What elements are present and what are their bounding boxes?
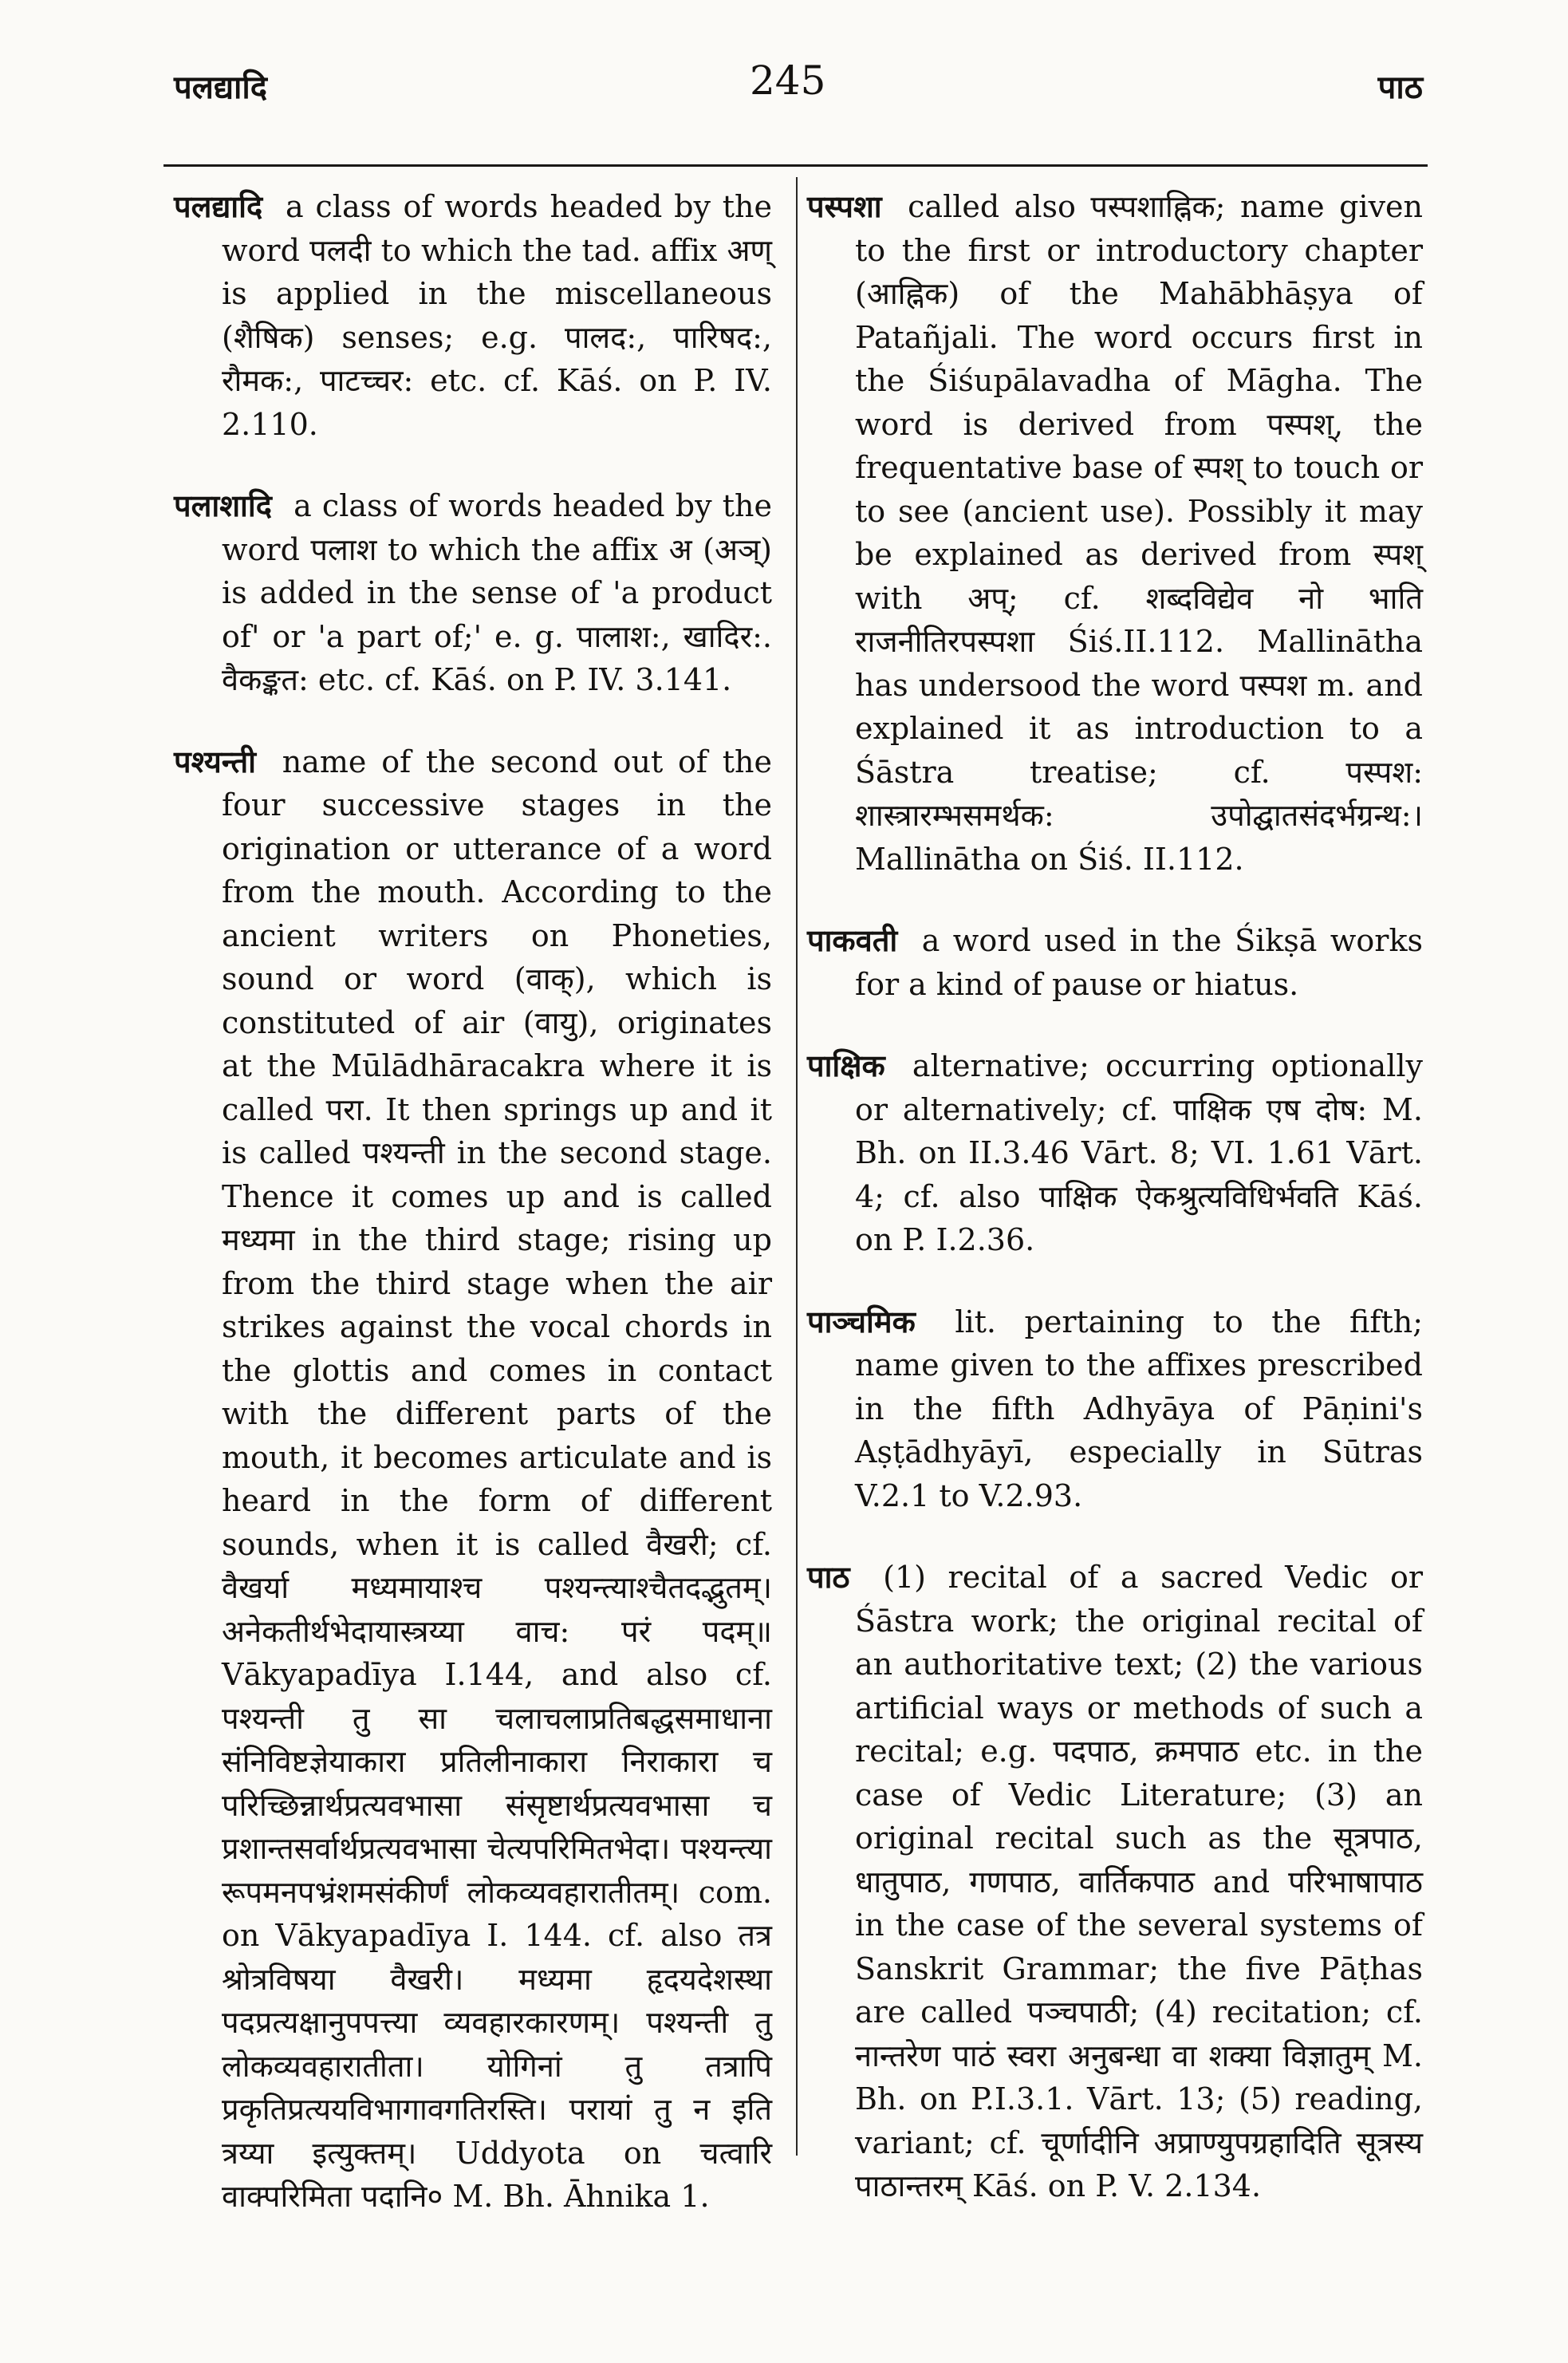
left-column: [174, 185, 772, 2257]
right-column: [807, 185, 1423, 2247]
dictionary-entry: [174, 484, 772, 702]
entry-definition: (1) recital of a sacred Vedic or Śāstra work; the original recital of an authoritative text; (2) the various artificial ways or methods of such a recital; e.g. पदपाठ, क्रमपाठ etc. in the case of Vedic Literature; (3) an original recital such as the सूत्रपाठ, धातुपाठ, गणपाठ, वार्तिकपाठ and परिभाषापाठ in the case of the several systems of Sanskrit Grammar; the five Pāṭhas are called पञ्चपाठी; (4) recitation; cf. नान्तरेण पाठं स्वरा अनुबन्धा वा शक्या विज्ञातुम् M. Bh. on P.I.3.1. Vārt. 13; (5) reading, variant; cf. चूर्णादीनि अप्राण्युपग्रहादिति सूत्रस्य पाठान्तरम् Kāś. on P. V. 2.134.: [855, 1560, 1423, 2203]
page-header: [0, 57, 1568, 128]
entry-definition: a class of words headed by the word पलदी to which the tad. affix अण् is applied in the miscellaneous (शैषिक) senses; e.g. पालद:, पारिषद:, रौमक:, पाटच्चर: etc. cf. Kāś. on P. IV. 2.110.: [222, 189, 772, 442]
entry-headword: पाठ: [807, 1559, 850, 1595]
dictionary-entry: [807, 1044, 1423, 1262]
entry-definition: name of the second out of the four successive stages in the origination or utterance of a word from the mouth. According to the ancient writers on Phoneties, sound or word (वाक्), which is constituted of air (वायु), originates at the Mūlādhāracakra where it is called परा. It then springs up and it is called पश्यन्ती in the second stage. Thence it comes up and is called मध्यमा in the third stage; rising up from the third stage when the air strikes against the vocal chords in the glottis and comes in contact with the different parts of the mouth, it becomes articulate and is heard in the form of different sounds, when it is called वैखरी; cf. वैखर्या मध्यमायाश्च पश्यन्त्याश्चैतदद्भुतम्। अनेकतीर्थभेदायास्त्रय्या वाच: परं पदम्॥ Vākyapadīya I.144, and also cf. पश्यन्ती तु सा चलाचलाप्रतिबद्धसमाधाना संनिविष्टज्ञेयाकारा प्रतिलीनाकारा निराकारा च परिच्छिन्नार्थप्रत्यवभासा संसृष्टार्थप्रत्यवभासा च प्रशान्तसर्वार्थप्रत्यवभासा चेत्यपरिमितभेदा। पश्यन्त्या रूपमनपभ्रंशमसंकीर्णं लोकव्यवहारातीतम्। com. on Vākyapadīya I. 144. cf. also तत्र श्रोत्रविषया वैखरी। मध्यमा हृदयदेशस्था पदप्रत्यक्षानुपपत्त्या व्यवहारकारणम्। पश्यन्ती तु लोकव्यवहारातीता। योगिनां तु तत्रापि प्रकृतिप्रत्ययविभागावगतिरस्ति। परायां तु न इति त्रय्या इत्युक्तम्। Uddyota on चत्वारि वाक्परिमिता पदानि० M. Bh. Āhnika 1.: [222, 744, 772, 2214]
dictionary-entry: [807, 185, 1423, 881]
entry-definition: a word used in the Śikṣā works for a kind of pause or hiatus.: [855, 923, 1423, 1002]
entry-definition: called also पस्पशाह्निक; name given to the first or introductory chapter (आह्निक) of the Mahābhāṣya of Patañjali. The word occurs first in the Śiśupālavadha of Māgha. The word is derived from पस्पश्, the frequentative base of स्पश् to touch or to see (ancient use). Possibly it may be explained as derived from स्पश् with अप्; cf. शब्दविद्येव नो भाति राजनीतिरपस्पशा Śiś.II.112. Mallinātha has undersood the word पस्पश m. and explained it as introduction to a Śāstra treatise; cf. पस्पश: शास्त्रारम्भसमर्थक: उपोद्घातसंदर्भग्रन्थ:। Mallinātha on Śiś. II.112.: [855, 189, 1423, 877]
dictionary-entry: [807, 919, 1423, 1006]
entry-headword: पाकवती: [807, 922, 898, 958]
entry-headword: पस्पशा: [807, 188, 882, 224]
page-number: 245: [750, 57, 826, 104]
entry-headword: पलाशादि: [174, 487, 272, 523]
entry-definition: alternative; occurring optionally or alternatively; cf. पाक्षिक एष दोष: M. Bh. on II.3.46 Vārt. 8; VI. 1.61 Vārt. 4; cf. also पाक्षिक ऐकश्रुत्यविधिर्भवति Kāś. on P. I.2.36.: [855, 1048, 1423, 1257]
entry-headword: पलद्यादि: [174, 188, 263, 224]
running-head-right: पाठ: [1377, 69, 1423, 106]
entry-headword: पाक्षिक: [807, 1047, 885, 1083]
header-rule: [163, 164, 1428, 167]
dictionary-entry: [807, 1300, 1423, 1518]
dictionary-entry: [807, 1556, 1423, 2208]
dictionary-entry: [174, 740, 772, 2219]
dictionary-entry: [174, 185, 772, 446]
entry-headword: पश्यन्ती: [174, 743, 256, 779]
running-head-left: पलद्यादि: [174, 69, 267, 106]
column-divider: [796, 177, 798, 2156]
entry-headword: पाञ्चमिक: [807, 1303, 916, 1339]
entry-definition: lit. pertaining to the fifth; name given to the affixes prescribed in the fifth Adhyāya of Pāṇini's Aṣṭādhyāyī, especially in Sūtras V.2.1 to V.2.93.: [855, 1304, 1423, 1513]
entry-definition: a class of words headed by the word पलाश to which the affix अ (अञ्) is added in the sense of 'a product of' or 'a part of;' e. g. पालाश:, खादिर:. वैकङ्कत: etc. cf. Kāś. on P. IV. 3.141.: [222, 488, 772, 697]
